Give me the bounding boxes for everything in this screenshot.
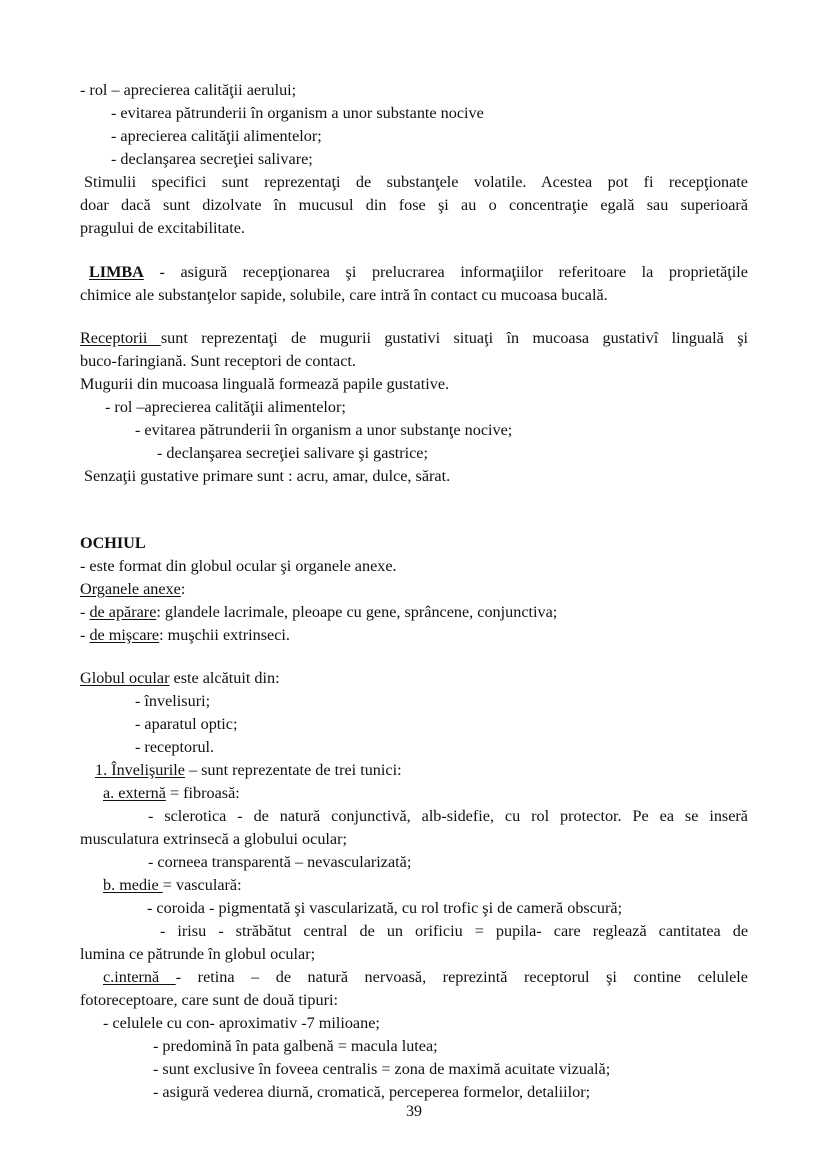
text-span: - retina – de natură nervoasă, reprezintă receptorul şi contine celulele	[175, 968, 748, 986]
text-line: - declanşarea secreţiei salivare;	[111, 150, 313, 168]
text-line: - corneea transparentă – nevascularizată;	[148, 853, 412, 871]
text-line: Senzaţii gustative primare sunt : acru, amar, dulce, sărat.	[84, 467, 451, 485]
text-line: - aparatul optic;	[135, 715, 238, 733]
text-line: - învelisuri;	[135, 692, 211, 710]
text-line: buco-faringiană. Sunt receptori de contact.	[80, 352, 356, 370]
text-span: = fibroasă:	[165, 784, 240, 802]
text-line: - evitarea pătrunderii în organism a unor substanţe nocive;	[135, 421, 513, 439]
text-line	[95, 759, 402, 781]
underlined-term: a. externă	[103, 784, 166, 802]
text-line	[103, 966, 748, 988]
text-span: : glandele lacrimale, pleoape cu gene, sprâncene, conjunctiva;	[156, 603, 558, 621]
text-line	[80, 667, 280, 689]
text-line	[80, 327, 748, 349]
text-line: chimice ale substanţelor sapide, solubile, care intră în contact cu mucoasa bucală.	[80, 286, 608, 304]
text-span: -	[80, 626, 90, 644]
text-line: - evitarea pătrunderii în organism a unor substante nocive	[111, 104, 484, 122]
text-span: : muşchii extrinseci.	[159, 626, 290, 644]
text-line	[80, 624, 290, 646]
text-line: - asigură vederea diurnă, cromatică, perceperea formelor, detaliilor;	[153, 1083, 591, 1101]
text-line: - receptorul.	[135, 738, 215, 756]
text-line: - sunt exclusive în foveea centralis = zona de maximă acuitate vizuală;	[153, 1060, 611, 1078]
text-line: musculatura extrinsecă a globului ocular;	[80, 830, 347, 848]
text-line: fotoreceptoare, care sunt de două tipuri:	[80, 991, 338, 1009]
section-heading-ochiul: OCHIUL	[80, 534, 146, 552]
text-line: - irisu - străbătut central de un orificiu = pupila- care reglează cantitatea de	[160, 922, 748, 940]
underlined-term: 1. Învelişurile	[95, 761, 185, 779]
underlined-term: de apărare	[89, 603, 157, 621]
text-line: - rol – aprecierea calităţii aerului;	[80, 81, 297, 99]
text-line: Stimulii specifici sunt reprezentaţi de substanţele volatile. Acestea pot fi recepţionate	[84, 173, 748, 191]
text-span: = vasculară:	[162, 876, 242, 894]
underlined-term: b. medie	[103, 876, 163, 894]
text-line: - celulele cu con- aproximativ -7 milioane;	[103, 1014, 380, 1032]
text-span: :	[180, 580, 186, 598]
section-heading-limba: LIMBA	[89, 263, 144, 281]
text-span: sunt reprezentaţi de mugurii gustativi situaţi în mucoasa gustativî linguală şi	[160, 329, 748, 347]
text-line: - declanşarea secreţiei salivare şi gastrice;	[157, 444, 428, 462]
underlined-term: de mişcare	[89, 626, 160, 644]
text-line: - aprecierea calităţii alimentelor;	[111, 127, 322, 145]
underlined-term: Globul ocular	[80, 669, 170, 687]
text-line: - coroida - pigmentată şi vascularizată, cu rol trofic şi de cameră obscură;	[147, 899, 623, 917]
text-line: - rol –aprecierea calităţii alimentelor;	[105, 398, 346, 416]
text-line	[103, 782, 240, 804]
text-span: – sunt reprezentate de trei tunici:	[184, 761, 402, 779]
text-span: este alcătuit din:	[169, 669, 280, 687]
text-span: -	[80, 603, 90, 621]
page-number: 39	[406, 1103, 422, 1120]
text-line: doar dacă sunt dizolvate în mucusul din fose şi au o concentraţie egală sau superioară	[80, 196, 748, 214]
text-span: - asigură recepţionarea şi prelucrarea informaţiilor referitoare la proprietăţile	[143, 263, 748, 281]
text-line	[89, 261, 748, 283]
text-line: pragului de excitabilitate.	[80, 219, 245, 237]
underlined-term: Receptorii	[80, 329, 161, 347]
text-line: - predomină în pata galbenă = macula lutea;	[153, 1037, 438, 1055]
text-line: lumina ce pătrunde în globul ocular;	[80, 945, 316, 963]
text-line	[103, 874, 242, 896]
text-line	[80, 601, 557, 623]
text-line: - sclerotica - de natură conjunctivă, alb-sidefie, cu rol protector. Pe ea se inseră	[148, 807, 748, 825]
underlined-term: c.internă	[103, 968, 176, 986]
text-line	[80, 578, 185, 600]
underlined-term: Organele anexe	[80, 580, 181, 598]
text-line: - este format din globul ocular şi organele anexe.	[80, 557, 397, 575]
text-line: Mugurii din mucoasa linguală formează papile gustative.	[80, 375, 450, 393]
